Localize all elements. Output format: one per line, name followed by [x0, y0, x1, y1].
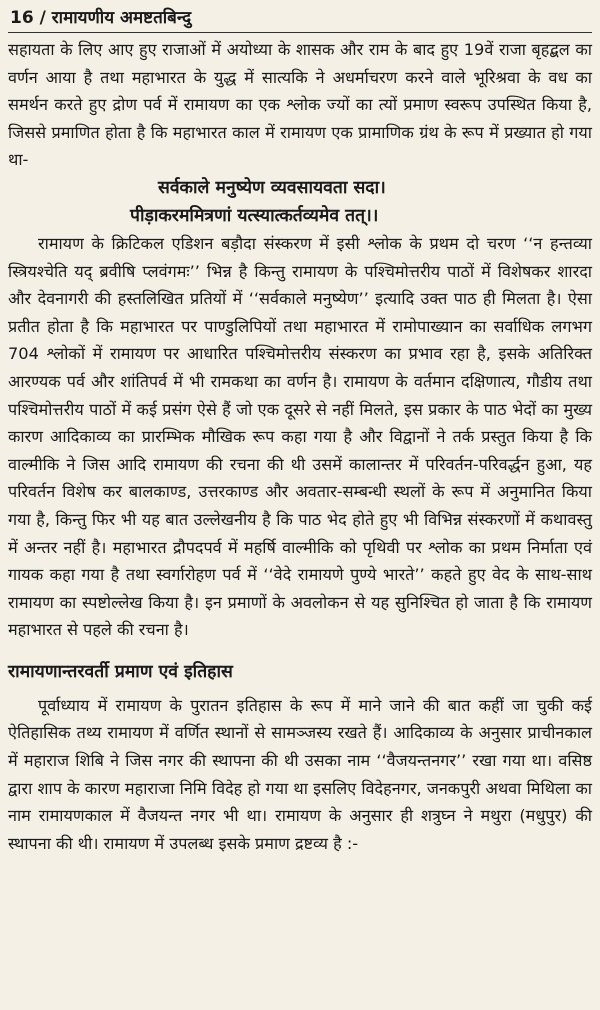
shloka-line-2: पीड़ाकरममित्रणां यत्स्यात्कर्तव्यमेव तत्।। [130, 205, 379, 226]
header-rule [8, 32, 592, 33]
running-title: रामायणीय अमष्टतबिन्दु [51, 8, 192, 28]
section-paragraph: पूर्वाध्याय में रामायण के पुरातन इतिहास के रूप में माने जाने की बात कहीं जा चुकी कई ऐतिहासिक तथ्य रामायण में वर्णित स्थानों से सामञ्जस्य रखते हैं। आदिकाव्य के अनुसार प्राचीनकाल में महाराज शिबि ने जिस नगर की स्थापना की थी उसका नाम ‘‘वैजयन्तनगर’’ रखा गया था। वसिष्ठ द्वारा शाप के कारण महाराजा निमि विदेह हो गया था इसलिए विदेहनगर, जनकपुरी अथवा मिथिला का नाम रामायणकाल में वैजयन्त नगर भी था। रामायण के अनुसार ही शत्रुघ्न ने मथुरा (मधुपुर) की स्थापना की थी। रामायण में उपलब्ध इसके प्रमाण द्रष्टव्य है :- [8, 695, 592, 853]
section-heading: रामायणान्तरवर्ती प्रमाण एवं इतिहास [8, 661, 233, 682]
running-header [8, 6, 592, 30]
page-number: 16 [10, 8, 34, 28]
header-separator: / [39, 8, 46, 28]
shloka-line-1: सर्वकाले मनुष्येण व्यवसायवता सदा। [158, 177, 386, 198]
main-paragraph: रामायण के क्रिटिकल एडिशन बड़ौदा संस्करण में इसी श्लोक के प्रथम दो चरण ‘‘न हन्तव्या स्त्रियश्चेति यद् ब्रवीषि प्लवंगमः’’ भिन्न है किन्तु रामायण के पश्चिमोत्तरीय पाठों में विशेषकर शारदा और देवनागरी की हस्तलिखित प्रतियों में ‘‘सर्वकाले मनुष्येण’’ इत्यादि उक्त पाठ ही मिलता है। ऐसा प्रतीत होता है कि महाभारत पर पाण्डुलिपियों तथा महाभारत में रामोपाख्यान का सर्वाधिक लगभग 704 श्लोकों में रामायण पर आधारित पश्चिमोत्तरीय संस्करण का प्रभाव रहा है, इसके अतिरिक्त आरण्यक पर्व और शांतिपर्व में भी रामकथा का वर्णन है। रामायण के वर्तमान दक्षिणात्य, गौडीय तथा पश्चिमोत्तरीय पाठों में कई प्रसंग ऐसे हैं जो एक दूसरे से नहीं मिलते, इस प्रकार के पाठ भेदों का मुख्य कारण आदिकाव्य का प्रारम्भिक मौखिक रूप कहा गया है और विद्वानों ने तर्क प्रस्तुत किया है कि वाल्मीकि ने जिस आदि रामायण की रचना की थी उसमें कालान्तर में परिवर्तन-परिवर्द्धन हुआ, यह परिवर्तन विशेष कर बालकाण्ड, उत्तरकाण्ड और अवतार-सम्बन्धी स्थलों के रूप में अनुमानित किया गया है, किन्तु फिर भी यह बात उल्लेखनीय है कि पाठ भेद होते हुए भी विभिन्न संस्करणों में कथावस्तु में अन्तर नहीं है। महाभारत द्रौपदपर्व में महर्षि वाल्मीकि को पृथिवी पर श्लोक का प्रथम निर्माता एवं गायक कहा गया है तथा स्वर्गारोहण पर्व में ‘‘वेदे रामायणे पुण्ये भारते’’ कहते हुए वेद के साथ-साथ रामायण का स्पष्टोल्लेख किया है। इन प्रमाणों के अवलोकन से यह सुनिश्चित हो जाता है कि रामायण महाभारत से पहले की रचना है। [8, 233, 592, 640]
section-gap [8, 644, 592, 658]
intro-paragraph: सहायता के लिए आए हुए राजाओं में अयोध्या के शासक और राम के बाद हुए 19वें राजा बृहद्बल का वर्णन आया है तथा महाभारत के युद्ध में सात्यकि ने अधर्माचरण करने वाले भूरिश्रवा के वध का समर्थन करते हुए द्रोण पर्व में रामायण का एक श्लोक ज्यों का त्यों प्रमाण स्वरूप उपस्थित किया है, जिससे प्रमाणित होता है कि महाभारत काल में रामायण एक प्रामाणिक ग्रंथ के रूप में प्रख्यात हो गया था- [8, 40, 592, 170]
